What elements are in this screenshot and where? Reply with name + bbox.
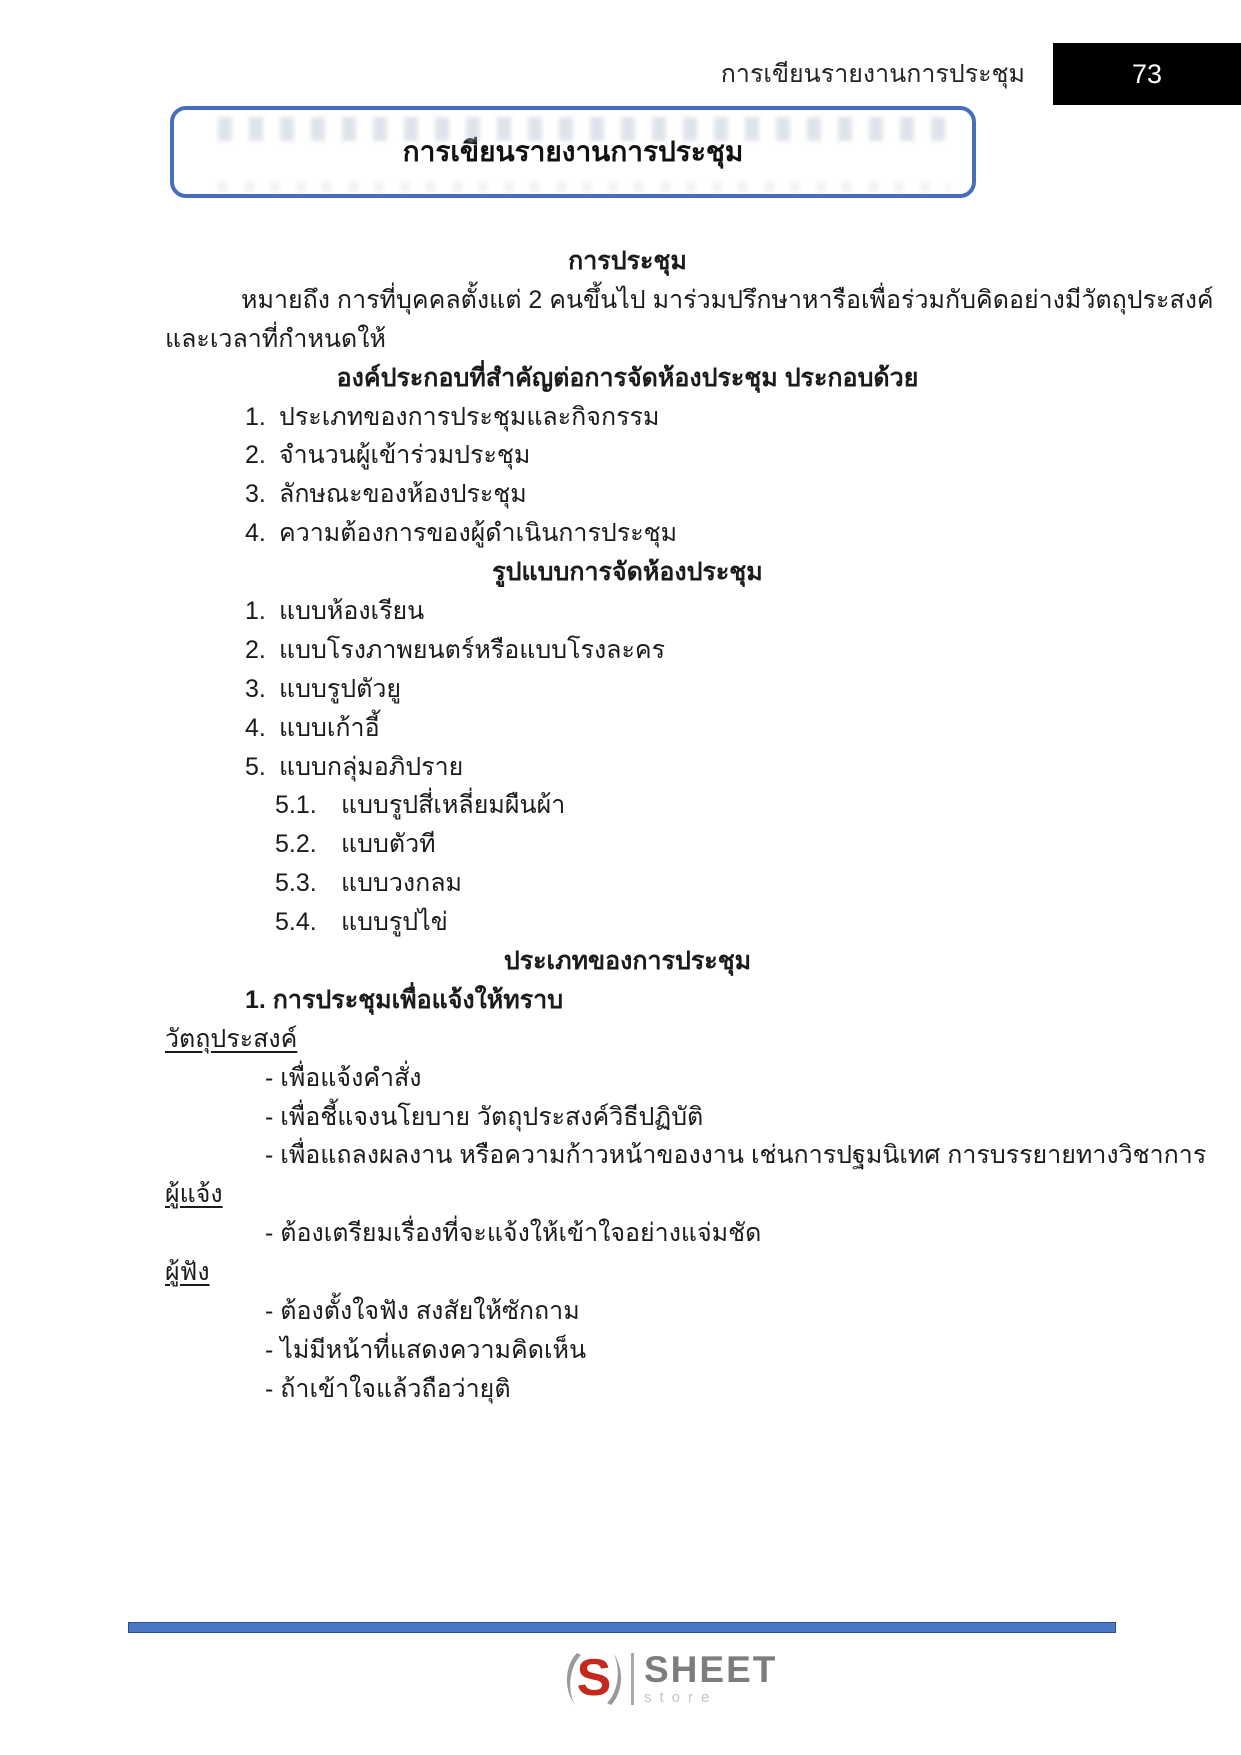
list-text: ความต้องการของผู้ดำเนินการประชุม bbox=[279, 519, 678, 548]
list-item bbox=[165, 398, 1090, 437]
list-text: แบบรูปตัวยู bbox=[279, 674, 402, 703]
dash-item: - ถ้าเข้าใจแล้วถือว่ายุติ bbox=[265, 1374, 511, 1403]
sub-list-item bbox=[165, 786, 1090, 825]
list-item bbox=[165, 670, 1090, 709]
list-text: แบบรูปสี่เหลี่ยมผืนผ้า bbox=[341, 791, 566, 820]
list-item bbox=[165, 475, 1090, 514]
svg-text:S: S bbox=[576, 1649, 612, 1707]
list-text: แบบโรงภาพยนตร์หรือแบบโรงละคร bbox=[279, 635, 666, 664]
list-number: 2. bbox=[245, 441, 266, 470]
sheet-store-logo bbox=[563, 1643, 777, 1715]
list-text: แบบห้องเรียน bbox=[279, 597, 425, 626]
section-heading-components: องค์ประกอบที่สำคัญต่อการจัดห้องประชุม ประกอบด้วย bbox=[336, 363, 919, 392]
dash-item: - ไม่มีหน้าที่แสดงความคิดเห็น bbox=[265, 1335, 587, 1364]
list-item bbox=[165, 709, 1090, 748]
list-item bbox=[165, 436, 1090, 475]
dash-item: - ต้องตั้งใจฟัง สงสัยให้ซักถาม bbox=[265, 1297, 580, 1326]
list-item bbox=[165, 592, 1090, 631]
list-text: แบบวงกลม bbox=[341, 869, 463, 898]
title-box bbox=[170, 106, 976, 198]
list-number: 4. bbox=[245, 713, 266, 742]
list-text: ลักษณะของห้องประชุม bbox=[279, 480, 527, 509]
logo-brand-text: SHEET bbox=[644, 1649, 778, 1690]
list-text: แบบกลุ่มอภิปราย bbox=[279, 752, 464, 781]
list-number: 4. bbox=[245, 519, 266, 548]
section-heading-layouts: รูปแบบการจัดห้องประชุม bbox=[492, 558, 763, 587]
sub-list-item bbox=[165, 825, 1090, 864]
section-heading-meeting: การประชุม bbox=[568, 247, 687, 275]
list-text: แบบรูปไข่ bbox=[341, 908, 448, 937]
list-number: 5. bbox=[245, 752, 266, 781]
logo-divider bbox=[631, 1653, 634, 1705]
list-number: 5.1. bbox=[275, 791, 317, 820]
list-number: 5.4. bbox=[275, 908, 317, 937]
list-number: 3. bbox=[245, 674, 266, 703]
sub-list-item bbox=[165, 903, 1090, 942]
watermark-ghost-text bbox=[218, 182, 950, 192]
list-number: 2. bbox=[245, 635, 266, 664]
list-text: ประเภทของการประชุมและกิจกรรม bbox=[279, 402, 660, 431]
page-number: 73 bbox=[1131, 58, 1163, 89]
paragraph-line: หมายถึง การที่บุคคลตั้งแต่ 2 คนขึ้นไป มาร่วมปรึกษาหารือเพื่อร่วมกับคิดอย่างมีวัตถุประสงค์ bbox=[241, 285, 1214, 314]
list-number: 1. bbox=[245, 402, 266, 431]
topic-heading: 1. การประชุมเพื่อแจ้งให้ทราบ bbox=[245, 985, 564, 1014]
list-item bbox=[165, 748, 1090, 787]
dash-item: - ต้องเตรียมเรื่องที่จะแจ้งให้เข้าใจอย่างแจ่มชัด bbox=[265, 1219, 762, 1248]
list-text: จำนวนผู้เข้าร่วมประชุม bbox=[279, 441, 531, 470]
list-item bbox=[165, 514, 1090, 553]
dash-item: - เพื่อแจ้งคำสั่ง bbox=[265, 1063, 422, 1092]
document-title: การเขียนรายงานการประชุม bbox=[402, 136, 744, 167]
listener-label: ผู้ฟัง bbox=[165, 1258, 210, 1287]
list-text: แบบเก้าอี้ bbox=[279, 713, 380, 742]
logo-sub-text: store bbox=[644, 1689, 718, 1706]
dash-item: - เพื่อชี้แจงนโยบาย วัตถุประสงค์วิธีปฏิบัติ bbox=[265, 1102, 704, 1131]
sub-list-item bbox=[165, 864, 1090, 903]
footer-divider-bar bbox=[128, 1622, 1116, 1633]
list-number: 5.3. bbox=[275, 869, 317, 898]
dash-item: - เพื่อแถลงผลงาน หรือความก้าวหน้าของงาน เช่นการปฐมนิเทศ การบรรยายทางวิชาการ bbox=[265, 1141, 1207, 1170]
running-title: การเขียนรายงานการประชุม bbox=[720, 60, 1025, 88]
page-number-box bbox=[1053, 43, 1241, 105]
paragraph-line: และเวลาที่กำหนดให้ bbox=[165, 324, 386, 353]
announcer-label: ผู้แจ้ง bbox=[165, 1180, 223, 1209]
list-text: แบบตัวที bbox=[341, 830, 436, 859]
objective-label: วัตถุประสงค์ bbox=[165, 1024, 298, 1053]
logo-s-icon bbox=[563, 1643, 625, 1715]
list-number: 1. bbox=[245, 597, 266, 626]
list-number: 5.2. bbox=[275, 830, 317, 859]
section-heading-types: ประเภทของการประชุม bbox=[503, 947, 752, 976]
list-item bbox=[165, 631, 1090, 670]
list-number: 3. bbox=[245, 480, 266, 509]
document-body bbox=[165, 242, 1214, 1409]
